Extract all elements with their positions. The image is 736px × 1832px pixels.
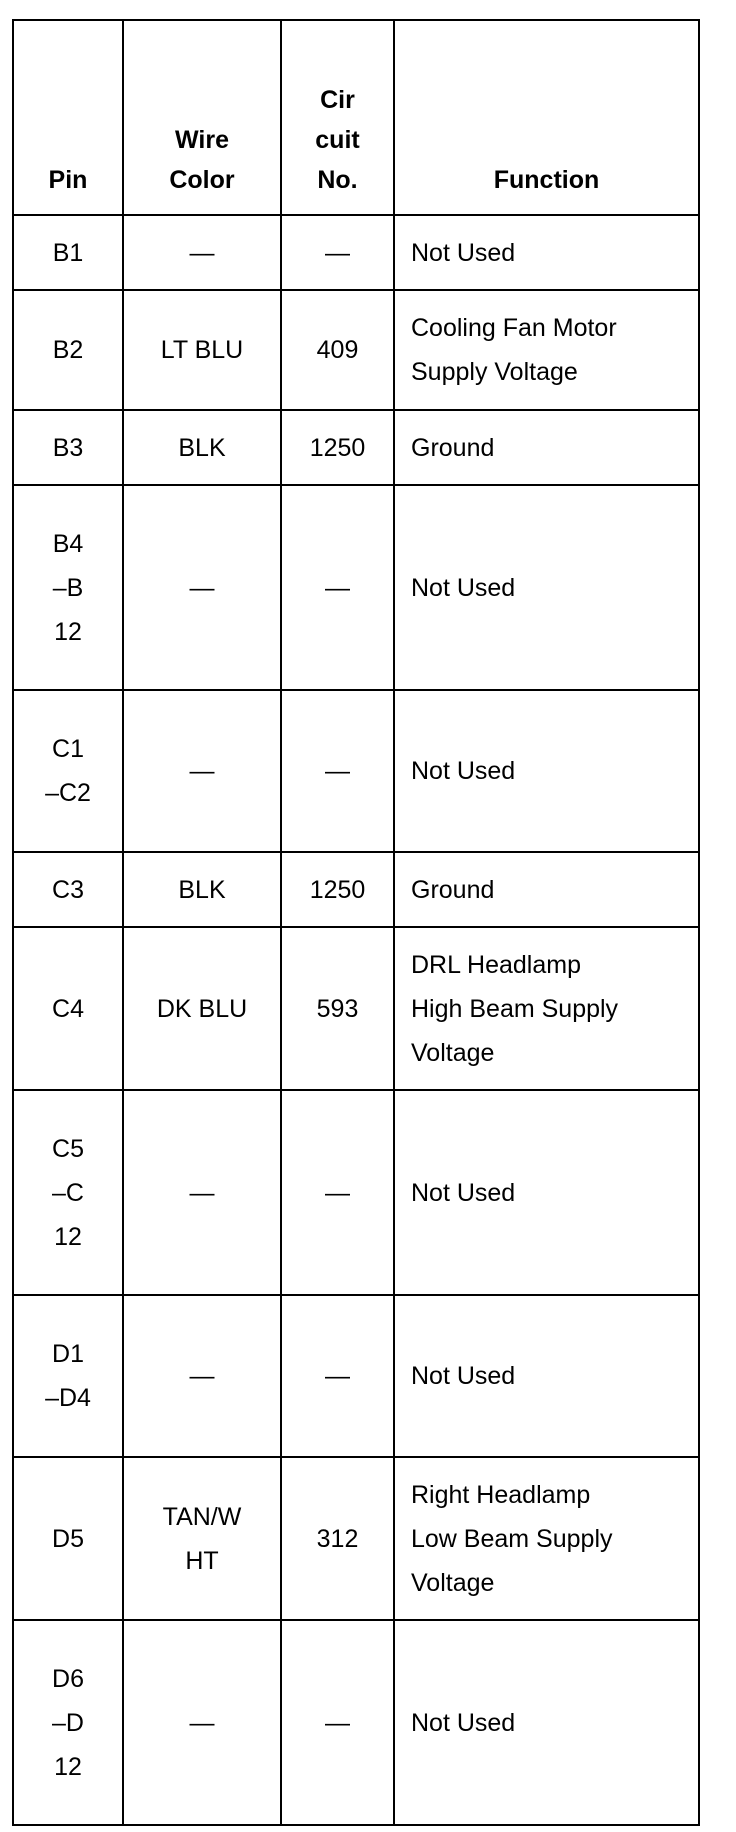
wire-color-cell: — xyxy=(123,1620,281,1825)
circuit-cell: — xyxy=(281,690,394,852)
pin-cell: B4 –B 12 xyxy=(13,485,123,690)
function-cell: Ground xyxy=(394,410,699,485)
circuit-cell: — xyxy=(281,1295,394,1457)
wire-color-cell: — xyxy=(123,1090,281,1295)
circuit-cell: — xyxy=(281,1090,394,1295)
wire-color-cell: TAN/W HT xyxy=(123,1457,281,1620)
table-row xyxy=(13,1090,699,1295)
pin-cell: D1 –D4 xyxy=(13,1295,123,1457)
wire-color-cell: LT BLU xyxy=(123,290,281,410)
table-row xyxy=(13,215,699,290)
wire-color-cell: — xyxy=(123,1295,281,1457)
table-row xyxy=(13,1457,699,1620)
function-cell: DRL Headlamp High Beam Supply Voltage xyxy=(394,927,699,1090)
function-cell: Not Used xyxy=(394,1620,699,1825)
table-row xyxy=(13,852,699,927)
pin-cell: C5 –C 12 xyxy=(13,1090,123,1295)
circuit-cell: 312 xyxy=(281,1457,394,1620)
circuit-cell: — xyxy=(281,485,394,690)
table-row xyxy=(13,927,699,1090)
pin-cell: D6 –D 12 xyxy=(13,1620,123,1825)
table-row xyxy=(13,290,699,410)
circuit-cell: — xyxy=(281,1620,394,1825)
header-circuit-no: Cir cuit No. xyxy=(281,20,394,215)
wire-color-cell: — xyxy=(123,690,281,852)
wire-color-cell: — xyxy=(123,485,281,690)
function-cell: Not Used xyxy=(394,1295,699,1457)
function-cell: Not Used xyxy=(394,485,699,690)
table-row xyxy=(13,485,699,690)
circuit-cell: 409 xyxy=(281,290,394,410)
function-cell: Not Used xyxy=(394,690,699,852)
function-cell: Cooling Fan Motor Supply Voltage xyxy=(394,290,699,410)
circuit-cell: 593 xyxy=(281,927,394,1090)
header-pin: Pin xyxy=(13,20,123,215)
pin-cell: D5 xyxy=(13,1457,123,1620)
table-body xyxy=(13,215,699,1825)
wire-color-cell: BLK xyxy=(123,410,281,485)
circuit-cell: 1250 xyxy=(281,852,394,927)
pin-cell: B2 xyxy=(13,290,123,410)
pin-cell: C1 –C2 xyxy=(13,690,123,852)
function-cell: Not Used xyxy=(394,215,699,290)
function-cell: Ground xyxy=(394,852,699,927)
pin-cell: B3 xyxy=(13,410,123,485)
connector-pinout-table xyxy=(12,19,700,1826)
table-row xyxy=(13,1620,699,1825)
pin-cell: C4 xyxy=(13,927,123,1090)
table-row xyxy=(13,410,699,485)
pin-cell: B1 xyxy=(13,215,123,290)
table-row xyxy=(13,690,699,852)
circuit-cell: 1250 xyxy=(281,410,394,485)
wire-color-cell: BLK xyxy=(123,852,281,927)
table-header xyxy=(13,20,699,215)
circuit-cell: — xyxy=(281,215,394,290)
header-wire-color: Wire Color xyxy=(123,20,281,215)
wire-color-cell: — xyxy=(123,215,281,290)
header-function: Function xyxy=(394,20,699,215)
pin-cell: C3 xyxy=(13,852,123,927)
wire-color-cell: DK BLU xyxy=(123,927,281,1090)
function-cell: Not Used xyxy=(394,1090,699,1295)
table-row xyxy=(13,1295,699,1457)
function-cell: Right Headlamp Low Beam Supply Voltage xyxy=(394,1457,699,1620)
